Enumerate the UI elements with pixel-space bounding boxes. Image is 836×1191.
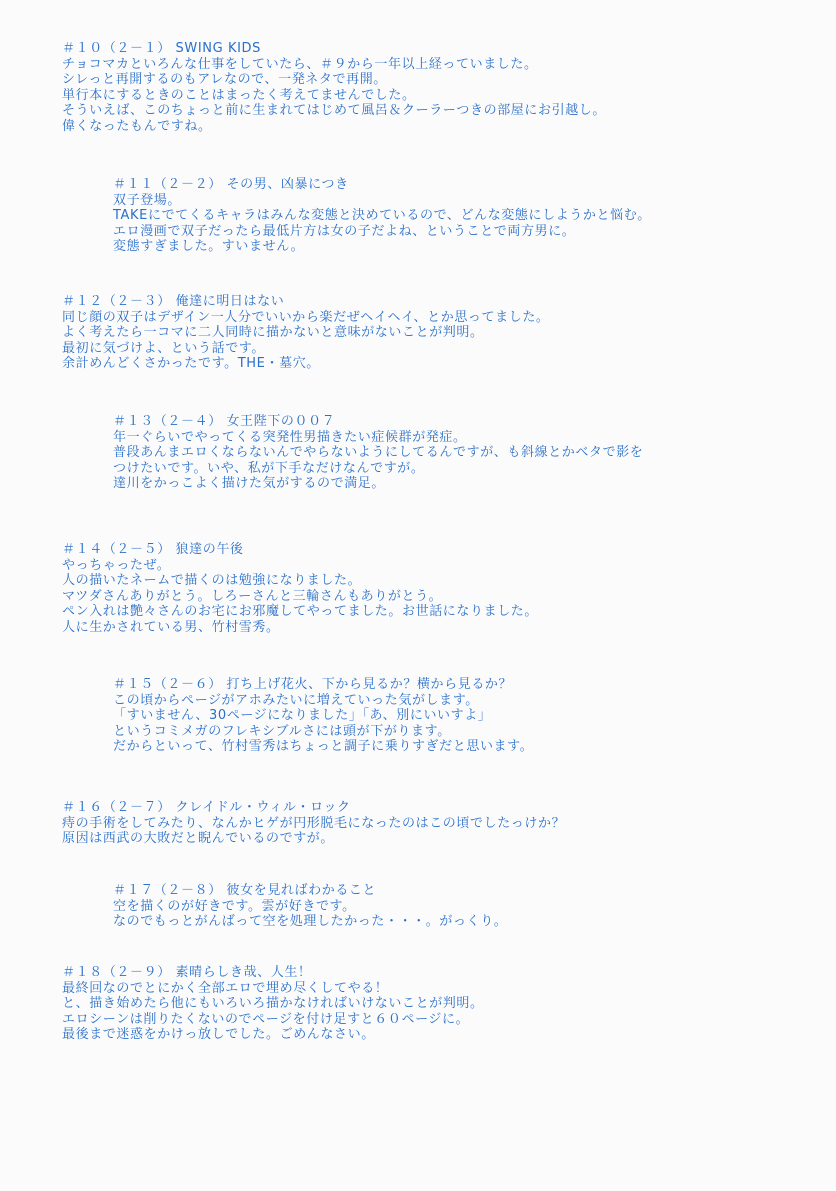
entry-line: 人の描いたネームで描くのは勉強になりました。 [62,573,362,588]
entry-line: だからといって、竹村雪秀はちょっと調子に乗りすぎだと思います。 [113,739,534,754]
entry-line: チョコマカといろんな仕事をしていたら、＃９から一年以上経っていました。 [62,56,538,72]
entry-heading: ＃１１（２－２） その男、凶暴につき [113,177,349,192]
entry-line: この頃からページがアホみたいに増えていった気がします。 [113,692,479,708]
entry-line: やっちゃったぜ。 [62,557,171,573]
entry-line: よく考えたら一コマに二人同時に描かないと意味がないことが判明。 [62,325,484,340]
entry-line: エロ漫画で双子だったら最低片方は女の子だよね、ということで両方男に。 [113,223,576,239]
entry-line: 偉くなったもんですね。 [62,118,212,134]
entry-line: つけたいです。いや、私が下手なだけなんですが。 [113,460,425,476]
entry-line: 余計めんどくさかったです。THE・墓穴。 [62,356,320,371]
entry-line: 最初に気づけよ、という話です。 [62,340,265,356]
entry-10 [62,41,606,134]
entry-heading: ＃１０（２－１） SWING KIDS [62,41,262,56]
entry-heading: ＃１５（２－６） 打ち上げ花火、下から見るか？横から見るか？ [113,677,513,692]
entry-16 [62,800,565,847]
entry-line: 原因は西武の大敗だと睨んでいるのですが。 [62,831,335,846]
entry-15 [113,677,533,755]
entry-line: 双子登場。 [113,192,182,208]
entry-17 [113,883,507,930]
entry-line: 痔の手術をしてみたり、なんかヒゲが円形脱毛になったのはこの頃でしたっけか？ [62,815,566,831]
entry-line: 最終回なのでとにかく全部エロで埋め尽くしてやる！ [62,980,389,996]
entry-line: 年一ぐらいでやってくる突発性男描きたい症候群が発症。 [113,429,467,445]
entry-line: というコミメガのフレキシブルさには頭が下がります。 [113,723,451,739]
entry-line: 単行本にするときのことはまったく考えてませんでした。 [62,87,416,103]
entry-line: シレっと再開するのもアレなので、一発ネタで再開。 [62,72,387,87]
entry-line: 変態すぎました。すいません。 [113,239,305,254]
entry-line: そういえば、このちょっと前に生まれてはじめて風呂＆クーラーつきの部屋にお引越し。 [62,103,607,118]
entry-heading: ＃１７（２－８） 彼女を見ればわかること [113,883,377,898]
entry-line: TAKEにでてくるキャラはみんな変態と決めているので、どんな変態にしようかと悩む。 [113,208,651,223]
entry-12 [62,294,550,372]
entry-heading: ＃１２（２－３） 俺達に明日はない [62,294,285,309]
entry-line: 普段あんまエロくならないんでやらないようにしてるんですが、も斜線とかベタで影を [113,445,644,460]
entry-line: 同じ顔の双子はデザイン一人分でいいから楽だぜヘイヘイ、とか思ってました。 [62,309,550,325]
entry-line: 空を描くのが好きです。雲が好きです。 [113,898,356,914]
entry-line: と、描き始めたら他にもいろいろ描かなければいけないことが判明。 [62,996,484,1011]
entry-line: 最後まで迷惑をかけっ放しでした。ごめんなさい。 [62,1027,375,1042]
entry-14 [62,542,538,635]
entry-line: マツダさんありがとう。しろーさんと三輪さんもありがとう。 [62,588,443,604]
entry-line: 人に生かされている男、竹村雪秀。 [62,619,280,635]
entry-13 [113,414,643,492]
entry-line: エロシーンは削りたくないのでページを付け足すと６０ページに。 [62,1011,470,1027]
entry-line: 達川をかっこよく描けた気がするので満足。 [113,476,386,491]
entry-18 [62,965,484,1043]
entry-11 [113,177,651,255]
entry-line: なのでもっとがんばって空を処理したかった・・・。がっくり。 [113,914,508,929]
entry-heading: ＃１６（２－７） クレイドル・ウィル・ロック [62,800,351,815]
entry-line: ペン入れは艶々さんのお宅にお邪魔してやってました。お世話になりました。 [62,604,539,619]
entry-heading: ＃１８（２－９） 素晴らしき哉、人生！ [62,965,312,980]
entry-line: 「すいません、30ページになりました」「あ、別にいいすよ」 [113,708,492,723]
entry-heading: ＃１３（２－４） 女王陛下の００７ [113,414,336,429]
entry-heading: ＃１４（２－５） 狼達の午後 [62,542,244,557]
